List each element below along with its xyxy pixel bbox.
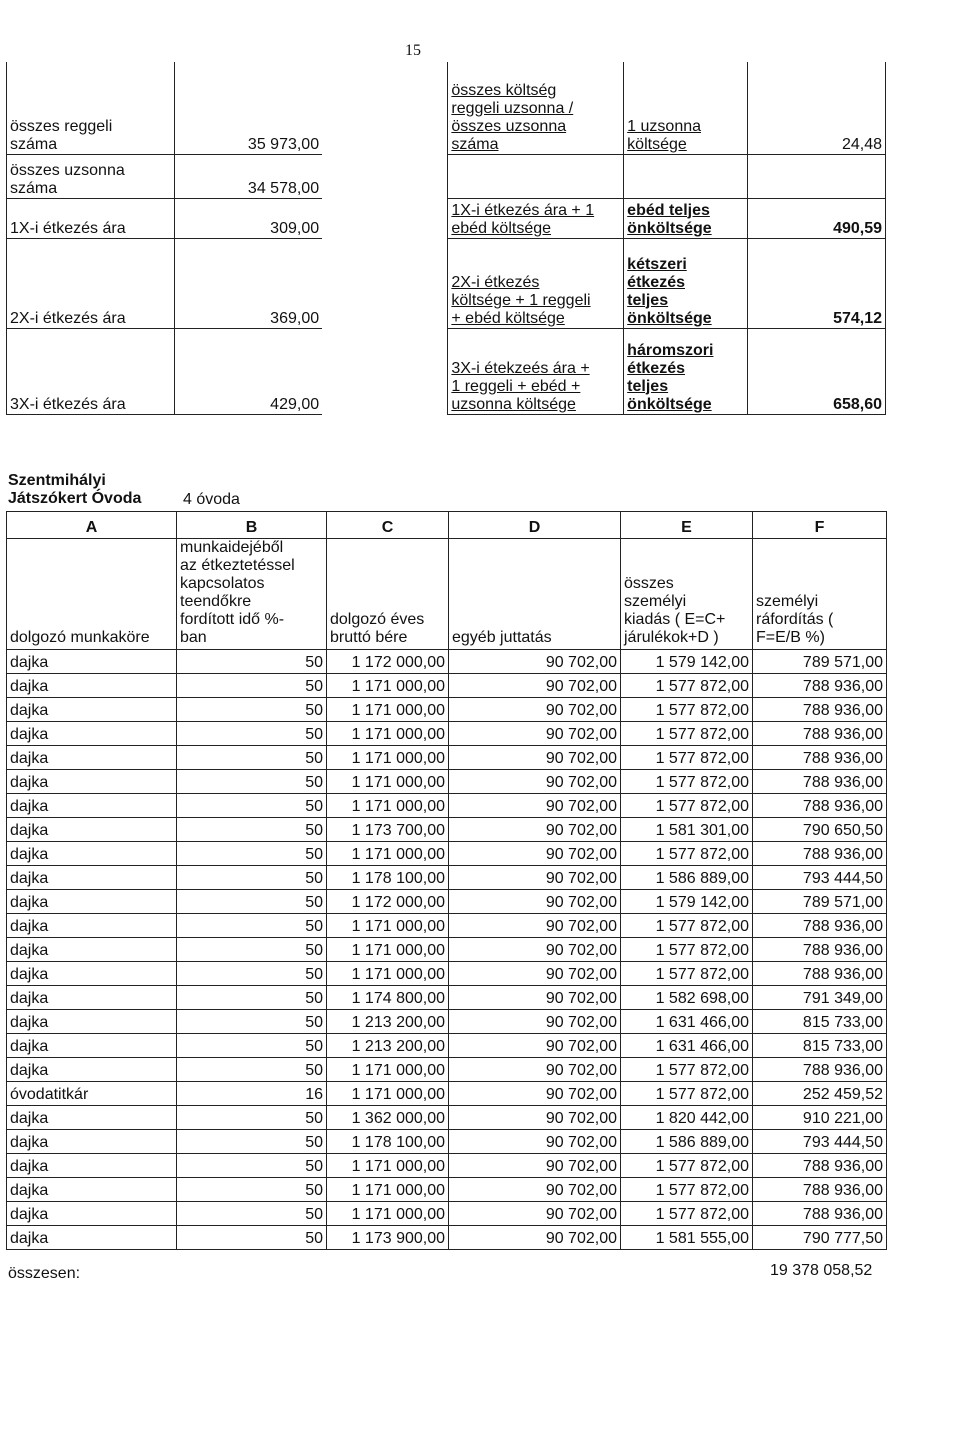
time-percent-cell: 50: [177, 1106, 327, 1130]
gross-salary-cell: 1 178 100,00: [327, 1130, 449, 1154]
total-personal-cost-cell: 1 577 872,00: [621, 938, 753, 962]
total-personal-cost-cell: 1 577 872,00: [621, 1178, 753, 1202]
summary-left-value: 34 578,00: [174, 154, 322, 198]
time-percent-cell: 50: [177, 890, 327, 914]
time-percent-cell: 50: [177, 818, 327, 842]
other-benefit-cell: 90 702,00: [449, 1010, 621, 1034]
other-benefit-cell: 90 702,00: [449, 866, 621, 890]
summary-left-label: 1X-i étkezés ára: [7, 198, 175, 238]
personal-expense-cell: 910 221,00: [753, 1106, 887, 1130]
job-title-cell: dajka: [7, 818, 177, 842]
personal-expense-cell: 788 936,00: [753, 770, 887, 794]
job-title-cell: óvodatitkár: [7, 1082, 177, 1106]
summary-left-label: összes reggeli száma: [7, 62, 175, 154]
job-title-cell: dajka: [7, 650, 177, 674]
other-benefit-cell: 90 702,00: [449, 1034, 621, 1058]
job-title-cell: dajka: [7, 722, 177, 746]
summary-gap: [322, 238, 448, 328]
table-row: [7, 1202, 887, 1226]
other-benefit-cell: 90 702,00: [449, 818, 621, 842]
job-title-cell: dajka: [7, 842, 177, 866]
gross-salary-cell: 1 178 100,00: [327, 866, 449, 890]
table-row: [7, 1082, 887, 1106]
table-row: [7, 770, 887, 794]
column-letter: F: [753, 512, 887, 539]
job-title-cell: dajka: [7, 938, 177, 962]
gross-salary-cell: 1 172 000,00: [327, 890, 449, 914]
staff-cost-table: [6, 511, 887, 1250]
personal-expense-cell: 788 936,00: [753, 1058, 887, 1082]
summary-row: [7, 238, 886, 328]
time-percent-cell: 16: [177, 1082, 327, 1106]
total-personal-cost-cell: 1 577 872,00: [621, 722, 753, 746]
gross-salary-cell: 1 171 000,00: [327, 938, 449, 962]
table-row: [7, 794, 887, 818]
summary-row: [7, 62, 886, 154]
personal-expense-cell: 788 936,00: [753, 674, 887, 698]
table-row: [7, 1010, 887, 1034]
gross-salary-cell: 1 213 200,00: [327, 1010, 449, 1034]
other-benefit-cell: 90 702,00: [449, 1154, 621, 1178]
summary-middle-label: 3X-i étekzeés ára + 1 reggeli + ebéd + uzsonna költsége: [448, 328, 624, 414]
summary-gap: [322, 154, 448, 198]
total-personal-cost-cell: 1 577 872,00: [621, 794, 753, 818]
personal-expense-cell: 788 936,00: [753, 938, 887, 962]
time-percent-cell: 50: [177, 938, 327, 962]
total-personal-cost-cell: 1 577 872,00: [621, 1202, 753, 1226]
summary-right-label: kétszeri étkezés teljes önköltsége: [624, 238, 748, 328]
job-title-cell: dajka: [7, 986, 177, 1010]
time-percent-cell: 50: [177, 722, 327, 746]
gross-salary-cell: 1 171 000,00: [327, 794, 449, 818]
summary-row: [7, 154, 886, 198]
column-header: összes személyi kiadás ( E=C+ járulékok+D ): [621, 539, 753, 650]
gross-salary-cell: 1 173 700,00: [327, 818, 449, 842]
column-letter: B: [177, 512, 327, 539]
job-title-cell: dajka: [7, 1202, 177, 1226]
job-title-cell: dajka: [7, 914, 177, 938]
table-row: [7, 1034, 887, 1058]
table-row: [7, 1178, 887, 1202]
table-row: [7, 650, 887, 674]
other-benefit-cell: 90 702,00: [449, 794, 621, 818]
summary-middle-label: 1X-i étkezés ára + 1 ebéd költsége: [448, 198, 624, 238]
personal-expense-cell: 788 936,00: [753, 746, 887, 770]
time-percent-cell: 50: [177, 674, 327, 698]
job-title-cell: dajka: [7, 746, 177, 770]
other-benefit-cell: 90 702,00: [449, 986, 621, 1010]
other-benefit-cell: 90 702,00: [449, 650, 621, 674]
gross-salary-cell: 1 171 000,00: [327, 1058, 449, 1082]
personal-expense-cell: 788 936,00: [753, 1154, 887, 1178]
summary-left-label: 3X-i étkezés ára: [7, 328, 175, 414]
table-row: [7, 890, 887, 914]
job-title-cell: dajka: [7, 1010, 177, 1034]
column-header: személyi ráfordítás ( F=E/B %): [753, 539, 887, 650]
other-benefit-cell: 90 702,00: [449, 1202, 621, 1226]
job-title-cell: dajka: [7, 770, 177, 794]
gross-salary-cell: 1 173 900,00: [327, 1226, 449, 1250]
other-benefit-cell: 90 702,00: [449, 770, 621, 794]
job-title-cell: dajka: [7, 698, 177, 722]
job-title-cell: dajka: [7, 1130, 177, 1154]
time-percent-cell: 50: [177, 1178, 327, 1202]
summary-left-value: 309,00: [174, 198, 322, 238]
job-title-cell: dajka: [7, 1226, 177, 1250]
summary-middle-label: [448, 154, 624, 198]
gross-salary-cell: 1 171 000,00: [327, 1082, 449, 1106]
column-header: dolgozó éves bruttó bére: [327, 539, 449, 650]
gross-salary-cell: 1 171 000,00: [327, 914, 449, 938]
table-row: [7, 1226, 887, 1250]
gross-salary-cell: 1 171 000,00: [327, 1178, 449, 1202]
other-benefit-cell: 90 702,00: [449, 962, 621, 986]
summary-right-value: 490,59: [748, 198, 886, 238]
total-personal-cost-cell: 1 577 872,00: [621, 746, 753, 770]
summary-right-label: háromszori étkezés teljes önköltsége: [624, 328, 748, 414]
total-personal-cost-cell: 1 586 889,00: [621, 866, 753, 890]
gross-salary-cell: 1 171 000,00: [327, 698, 449, 722]
summary-row: [7, 328, 886, 414]
summary-right-value: 574,12: [748, 238, 886, 328]
other-benefit-cell: 90 702,00: [449, 914, 621, 938]
job-title-cell: dajka: [7, 1178, 177, 1202]
total-personal-cost-cell: 1 577 872,00: [621, 1058, 753, 1082]
gross-salary-cell: 1 171 000,00: [327, 722, 449, 746]
table-row: [7, 674, 887, 698]
gross-salary-cell: 1 174 800,00: [327, 986, 449, 1010]
time-percent-cell: 50: [177, 698, 327, 722]
time-percent-cell: 50: [177, 986, 327, 1010]
table-row: [7, 746, 887, 770]
personal-expense-cell: 788 936,00: [753, 1178, 887, 1202]
time-percent-cell: 50: [177, 1010, 327, 1034]
personal-expense-cell: 789 571,00: [753, 650, 887, 674]
time-percent-cell: 50: [177, 1154, 327, 1178]
job-title-cell: dajka: [7, 794, 177, 818]
job-title-cell: dajka: [7, 674, 177, 698]
personal-expense-cell: 815 733,00: [753, 1034, 887, 1058]
kindergarten-subtitle: 4 óvoda: [183, 491, 240, 508]
job-title-cell: dajka: [7, 866, 177, 890]
time-percent-cell: 50: [177, 746, 327, 770]
personal-expense-cell: 788 936,00: [753, 842, 887, 866]
other-benefit-cell: 90 702,00: [449, 698, 621, 722]
job-title-cell: dajka: [7, 1106, 177, 1130]
personal-expense-cell: 815 733,00: [753, 1010, 887, 1034]
table-row: [7, 1058, 887, 1082]
total-personal-cost-cell: 1 631 466,00: [621, 1034, 753, 1058]
time-percent-cell: 50: [177, 842, 327, 866]
time-percent-cell: 50: [177, 866, 327, 890]
summary-left-label: összes uzsonna száma: [7, 154, 175, 198]
job-title-cell: dajka: [7, 890, 177, 914]
table-row: [7, 962, 887, 986]
total-personal-cost-cell: 1 579 142,00: [621, 890, 753, 914]
total-personal-cost-cell: 1 577 872,00: [621, 962, 753, 986]
total-personal-cost-cell: 1 820 442,00: [621, 1106, 753, 1130]
column-header: egyéb juttatás: [449, 539, 621, 650]
total-personal-cost-cell: 1 577 872,00: [621, 770, 753, 794]
table-row: [7, 914, 887, 938]
summary-right-label: [624, 154, 748, 198]
table-row: [7, 938, 887, 962]
personal-expense-cell: 788 936,00: [753, 794, 887, 818]
summary-left-value: 369,00: [174, 238, 322, 328]
table-row: [7, 1154, 887, 1178]
table-row: [7, 866, 887, 890]
page-number: 15: [405, 42, 421, 59]
time-percent-cell: 50: [177, 962, 327, 986]
other-benefit-cell: 90 702,00: [449, 722, 621, 746]
summary-left-label: 2X-i étkezés ára: [7, 238, 175, 328]
personal-expense-cell: 790 777,50: [753, 1226, 887, 1250]
other-benefit-cell: 90 702,00: [449, 938, 621, 962]
other-benefit-cell: 90 702,00: [449, 746, 621, 770]
column-letter: D: [449, 512, 621, 539]
gross-salary-cell: 1 171 000,00: [327, 746, 449, 770]
personal-expense-cell: 789 571,00: [753, 890, 887, 914]
cost-summary-table: [6, 62, 886, 415]
column-letter: A: [7, 512, 177, 539]
gross-salary-cell: 1 171 000,00: [327, 1202, 449, 1226]
time-percent-cell: 50: [177, 770, 327, 794]
gross-salary-cell: 1 362 000,00: [327, 1106, 449, 1130]
summary-right-label: 1 uzsonna költsége: [624, 62, 748, 154]
other-benefit-cell: 90 702,00: [449, 1178, 621, 1202]
column-header: munkaidejéből az étkeztetéssel kapcsolatos teendőkre fordított idő %- ban: [177, 539, 327, 650]
personal-expense-cell: 793 444,50: [753, 1130, 887, 1154]
table-row: [7, 1130, 887, 1154]
total-personal-cost-cell: 1 577 872,00: [621, 1082, 753, 1106]
other-benefit-cell: 90 702,00: [449, 1130, 621, 1154]
time-percent-cell: 50: [177, 1058, 327, 1082]
job-title-cell: dajka: [7, 1034, 177, 1058]
table-row: [7, 818, 887, 842]
summary-gap: [322, 198, 448, 238]
job-title-cell: dajka: [7, 962, 177, 986]
personal-expense-cell: 788 936,00: [753, 698, 887, 722]
other-benefit-cell: 90 702,00: [449, 1226, 621, 1250]
gross-salary-cell: 1 171 000,00: [327, 842, 449, 866]
total-personal-cost-cell: 1 577 872,00: [621, 914, 753, 938]
gross-salary-cell: 1 171 000,00: [327, 770, 449, 794]
column-letter: C: [327, 512, 449, 539]
total-label: összesen:: [8, 1265, 81, 1282]
summary-right-value: [748, 154, 886, 198]
gross-salary-cell: 1 213 200,00: [327, 1034, 449, 1058]
time-percent-cell: 50: [177, 914, 327, 938]
gross-salary-cell: 1 171 000,00: [327, 962, 449, 986]
summary-gap: [322, 328, 448, 414]
personal-expense-cell: 252 459,52: [753, 1082, 887, 1106]
other-benefit-cell: 90 702,00: [449, 1106, 621, 1130]
other-benefit-cell: 90 702,00: [449, 1058, 621, 1082]
time-percent-cell: 50: [177, 650, 327, 674]
summary-left-value: 35 973,00: [174, 62, 322, 154]
time-percent-cell: 50: [177, 1034, 327, 1058]
column-letter-row: [7, 512, 887, 539]
total-personal-cost-cell: 1 579 142,00: [621, 650, 753, 674]
personal-expense-cell: 788 936,00: [753, 1202, 887, 1226]
table-row: [7, 1106, 887, 1130]
personal-expense-cell: 791 349,00: [753, 986, 887, 1010]
summary-middle-label: 2X-i étkezés költsége + 1 reggeli + ebéd költsége: [448, 238, 624, 328]
table-row: [7, 698, 887, 722]
personal-expense-cell: 788 936,00: [753, 962, 887, 986]
job-title-cell: dajka: [7, 1058, 177, 1082]
summary-gap: [322, 62, 448, 154]
other-benefit-cell: 90 702,00: [449, 890, 621, 914]
summary-right-label: ebéd teljes önköltsége: [624, 198, 748, 238]
personal-expense-cell: 793 444,50: [753, 866, 887, 890]
total-value: 19 378 058,52: [770, 1262, 873, 1279]
gross-salary-cell: 1 171 000,00: [327, 1154, 449, 1178]
table-row: [7, 722, 887, 746]
total-personal-cost-cell: 1 582 698,00: [621, 986, 753, 1010]
summary-middle-label: összes költség reggeli uzsonna / összes uzsonna száma: [448, 62, 624, 154]
summary-row: [7, 198, 886, 238]
total-personal-cost-cell: 1 577 872,00: [621, 674, 753, 698]
time-percent-cell: 50: [177, 1226, 327, 1250]
kindergarten-name: Szentmihályi Játszókert Óvoda: [8, 472, 142, 507]
total-personal-cost-cell: 1 631 466,00: [621, 1010, 753, 1034]
column-header: dolgozó munkaköre: [7, 539, 177, 650]
total-personal-cost-cell: 1 586 889,00: [621, 1130, 753, 1154]
summary-right-value: 658,60: [748, 328, 886, 414]
total-personal-cost-cell: 1 581 301,00: [621, 818, 753, 842]
other-benefit-cell: 90 702,00: [449, 842, 621, 866]
personal-expense-cell: 788 936,00: [753, 914, 887, 938]
total-personal-cost-cell: 1 577 872,00: [621, 842, 753, 866]
time-percent-cell: 50: [177, 1202, 327, 1226]
gross-salary-cell: 1 171 000,00: [327, 674, 449, 698]
time-percent-cell: 50: [177, 1130, 327, 1154]
total-personal-cost-cell: 1 581 555,00: [621, 1226, 753, 1250]
column-header-row: [7, 539, 887, 650]
other-benefit-cell: 90 702,00: [449, 674, 621, 698]
gross-salary-cell: 1 172 000,00: [327, 650, 449, 674]
time-percent-cell: 50: [177, 794, 327, 818]
personal-expense-cell: 790 650,50: [753, 818, 887, 842]
summary-left-value: 429,00: [174, 328, 322, 414]
table-row: [7, 986, 887, 1010]
other-benefit-cell: 90 702,00: [449, 1082, 621, 1106]
personal-expense-cell: 788 936,00: [753, 722, 887, 746]
job-title-cell: dajka: [7, 1154, 177, 1178]
total-personal-cost-cell: 1 577 872,00: [621, 698, 753, 722]
summary-right-value: 24,48: [748, 62, 886, 154]
column-letter: E: [621, 512, 753, 539]
table-row: [7, 842, 887, 866]
total-personal-cost-cell: 1 577 872,00: [621, 1154, 753, 1178]
